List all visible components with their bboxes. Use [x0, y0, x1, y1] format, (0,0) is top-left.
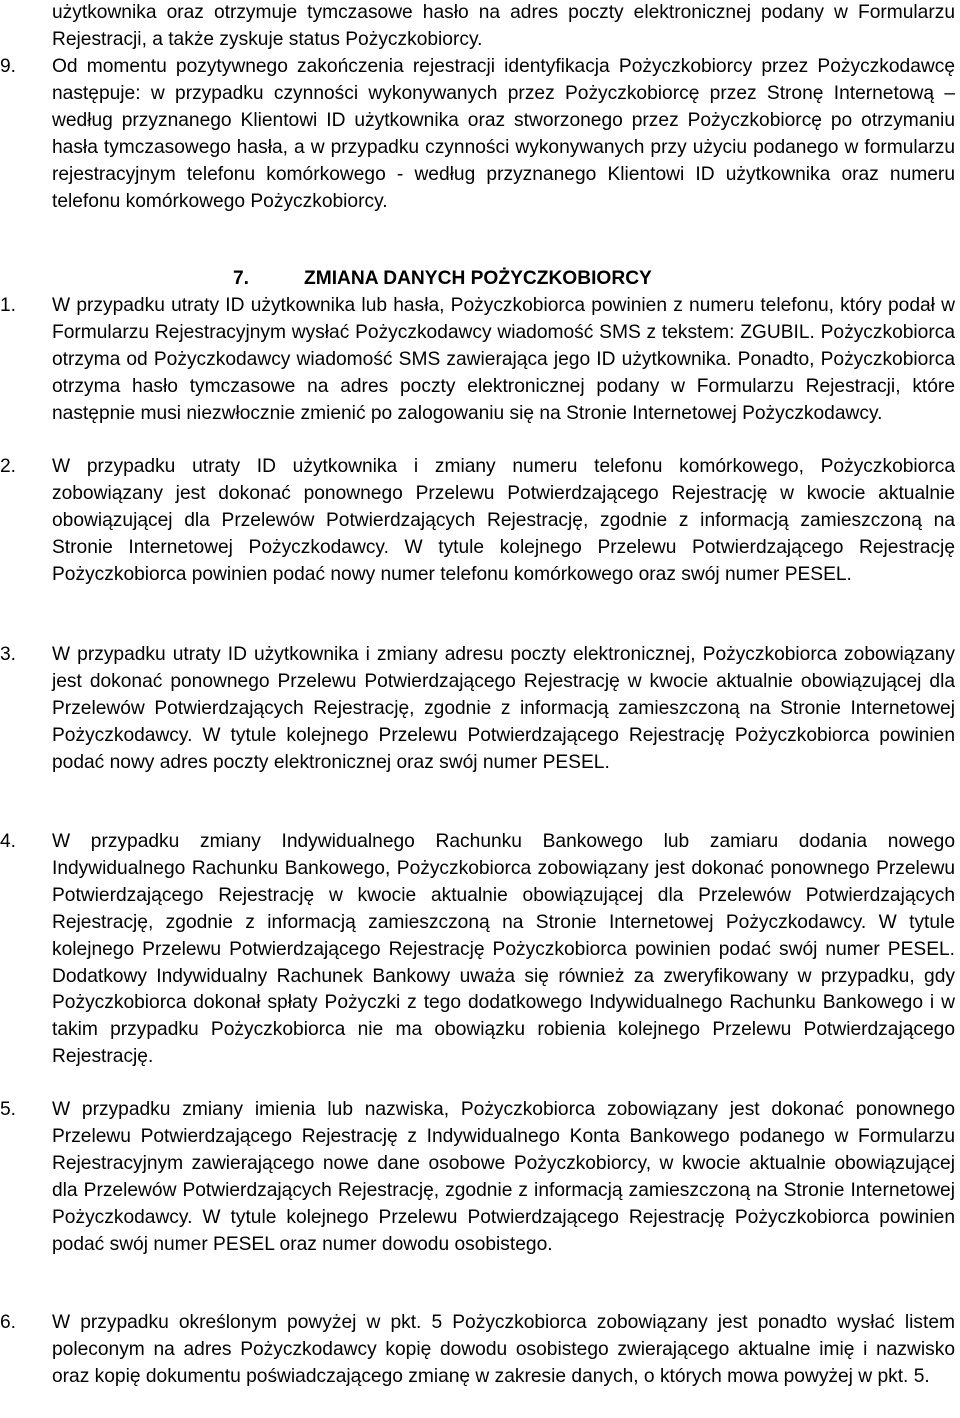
list-item-6	[0, 1310, 955, 1391]
list-item-text: W przypadku utraty ID użytkownika i zmiany adresu poczty elektronicznej, Pożyczkobiorca zobowiązany jest dokonać ponownego Przelewu Potwierdzającego Rejestrację w kwocie aktualnie obowiązującej dla Przelewów Potwierdzających Rejestrację, zgodnie z informacją zamieszczoną na Stronie Internetowej Pożyczkodawcy. W tytule kolejnego Przelewu Potwierdzającego Rejestrację Pożyczkobiorca powinien podać nowy adres poczty elektronicznej oraz swój numer PESEL.	[52, 644, 955, 773]
continuation-paragraph	[0, 0, 955, 54]
list-item-number: 1.	[0, 295, 17, 316]
section-title: ZMIANA DANYCH POŻYCZKOBIORCY	[304, 268, 652, 289]
section-number: 7.	[233, 268, 250, 289]
list-item-number: 9.	[0, 56, 17, 77]
list-item-text: W przypadku określonym powyżej w pkt. 5 Pożyczkobiorca zobowiązany jest ponadto wysłać listem poleconym na adres Pożyczkodawcy kopię dowodu osobistego zwierającego aktualne imię i nazwisko oraz kopię dokumentu poświadczającego zmianę w zakresie danych, o których mowa powyżej w pkt. 5.	[52, 1312, 955, 1387]
list-item-text: W przypadku zmiany imienia lub nazwiska, Pożyczkobiorca zobowiązany jest dokonać ponownego Przelewu Potwierdzającego Rejestrację z Indywidualnego Konta Bankowego podanego w Formularzu Rejestracyjnym zawierającego nowe dane osobowe Pożyczkobiorcy, w kwocie aktualnie obowiązującej dla Przelewów Potwierdzających Rejestrację, zgodnie z informacją zamieszczoną na Stronie Internetowej Pożyczkodawcy. W tytule kolejnego Przelewu Potwierdzającego Rejestrację Pożyczkobiorca powinien podać swój numer PESEL oraz numer dowodu osobistego.	[52, 1099, 955, 1255]
list-item-text: W przypadku zmiany Indywidualnego Rachunku Bankowego lub zamiaru dodania nowego Indywidualnego Rachunku Bankowego, Pożyczkobiorca zobowiązany jest dokonać ponownego Przelewu Potwierdzającego Rejestrację w kwocie aktualnie obowiązującej dla Przelewów Potwierdzających Rejestrację, zgodnie z informacją zamieszczoną na Stronie Internetowej Pożyczkodawcy. W tytule kolejnego Przelewu Potwierdzającego Rejestrację Pożyczkobiorca powinien podać swój numer PESEL. Dodatkowy Indywidualny Rachunek Bankowy uważa się również za zweryfikowany w przypadku, gdy Pożyczkobiorca dokonał spłaty Pożyczki z tego dodatkowego Indywidualnego Rachunku Bankowego i w takim przypadku Pożyczkobiorca nie ma obowiązku robienia kolejnego Przelewu Potwierdzającego Rejestrację.	[52, 831, 955, 1068]
list-item-number: 2.	[0, 456, 17, 477]
list-item-1	[0, 293, 955, 428]
list-item-3	[0, 642, 955, 777]
list-item-text: W przypadku utraty ID użytkownika lub hasła, Pożyczkobiorca powinien z numeru telefonu, który podał w Formularzu Rejestracyjnym wysłać Pożyczkodawcy wiadomość SMS z tekstem: ZGUBIL. Pożyczkobiorca otrzyma od Pożyczkodawcy wiadomość SMS zawierająca jego ID użytkownika. Ponadto, Pożyczkobiorca otrzyma hasło tymczasowe na adres poczty elektronicznej podany w Formularzu Rejestracji, które następnie musi niezwłocznie zmienić po zalogowaniu się na Stronie Internetowej Pożyczkodawcy.	[52, 295, 955, 424]
list-item-4	[0, 829, 955, 1071]
list-item-2	[0, 454, 955, 589]
list-item-text: W przypadku utraty ID użytkownika i zmiany numeru telefonu komórkowego, Pożyczkobiorca zobowiązany jest dokonać ponownego Przelewu Potwierdzającego Rejestrację w kwocie aktualnie obowiązującej dla Przelewów Potwierdzających Rejestrację, zgodnie z informacją zamieszczoną na Stronie Internetowej Pożyczkodawcy. W tytule kolejnego Przelewu Potwierdzającego Rejestrację Pożyczkobiorca powinien podać nowy numer telefonu komórkowego oraz swój numer PESEL.	[52, 456, 955, 585]
continuation-text: użytkownika oraz otrzymuje tymczasowe hasło na adres poczty elektronicznej podany w Formularzu Rejestracji, a także zyskuje status Pożyczkobiorcy.	[52, 2, 955, 50]
list-item-number: 6.	[0, 1312, 17, 1333]
list-item-number: 3.	[0, 644, 17, 665]
list-item-9	[0, 54, 955, 215]
list-item-number: 5.	[0, 1099, 17, 1120]
list-item-5	[0, 1097, 955, 1258]
list-item-number: 4.	[0, 831, 17, 852]
list-item-text: Od momentu pozytywnego zakończenia rejestracji identyfikacja Pożyczkobiorcy przez Pożyczkodawcę następuje: w przypadku czynności wykonywanych przez Pożyczkobiorcę przez Stronę Internetową – według przyznanego Klientowi ID użytkownika oraz stworzonego przez Pożyczkobiorcę po otrzymaniu hasła tymczasowego hasła, a w przypadku czynności wykonywanych przy użyciu podanego w formularzu rejestracyjnym telefonu komórkowego - według przyznanego Klientowi ID użytkownika oraz numeru telefonu komórkowego Pożyczkobiorcy.	[52, 56, 955, 212]
